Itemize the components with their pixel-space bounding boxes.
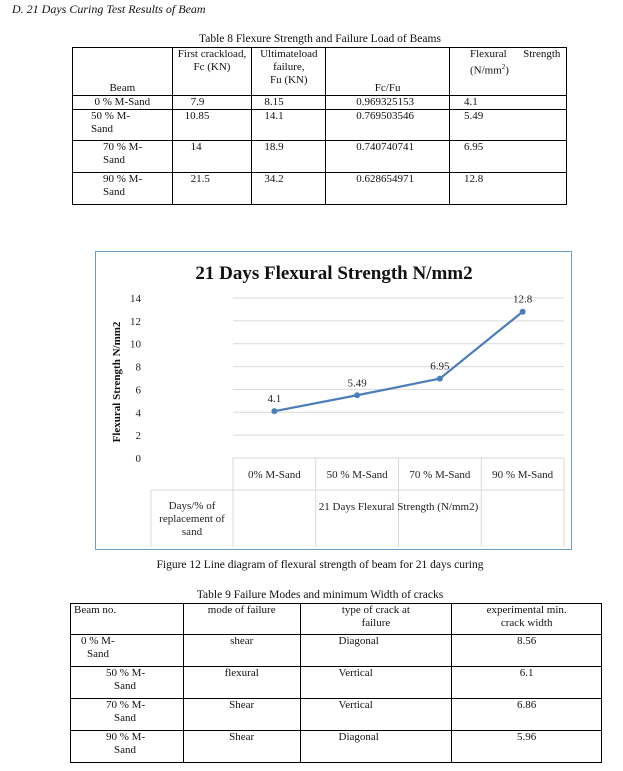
table8 — [72, 47, 567, 205]
table8-fu-cell: 8.15 — [252, 96, 326, 110]
data-label: 5.49 — [347, 377, 367, 390]
table8-fc-cell: 21.5 — [172, 173, 252, 205]
table-row — [73, 110, 567, 141]
chart-frame — [95, 251, 572, 550]
data-label: 4.1 — [267, 393, 282, 406]
table8-fc-cell: 7.9 — [172, 96, 252, 110]
data-table-row-header: sand — [181, 526, 203, 538]
data-table-series-label: 21 Days Flexural Strength (N/mm2) — [318, 501, 479, 513]
x-category-label: 70 % M-Sand — [409, 469, 471, 481]
table8-flex-cell: 12.8 — [449, 173, 566, 205]
table8-ratio-cell: 0.740740741 — [326, 141, 450, 173]
table9-beam-cell: 0 % M- Sand — [71, 635, 184, 667]
table-row — [71, 699, 602, 731]
data-point — [354, 392, 360, 398]
table9-header-row — [71, 604, 602, 635]
table8-beam-cell: 90 % M- Sand — [73, 173, 173, 205]
y-tick-label: 10 — [130, 338, 141, 351]
y-tick-label: 0 — [135, 453, 141, 465]
table9-beam-cell: 70 % M- Sand — [71, 699, 184, 731]
table9-caption: Table 9 Failure Modes and minimum Width of cracks — [196, 589, 444, 601]
table8-flex-cell: 4.1 — [449, 96, 566, 110]
data-label: 12.8 — [513, 293, 533, 306]
line-chart — [96, 252, 571, 549]
figure12-caption: Figure 12 Line diagram of flexural strength of beam for 21 days curing — [156, 559, 484, 571]
data-label: 6.95 — [430, 360, 450, 373]
table9-crack-cell: Diagonal — [300, 731, 452, 763]
table8-fu-cell: 34.2 — [252, 173, 326, 205]
table8-caption: Table 8 Flexure Strength and Failure Load of Beams — [199, 33, 441, 45]
table-row — [73, 96, 567, 110]
data-point — [520, 309, 526, 315]
table8-header-row — [73, 48, 567, 96]
table9-header-width: experimental min. crack width — [452, 604, 602, 635]
y-tick-label: 14 — [130, 293, 141, 305]
table9-width-cell: 6.86 — [452, 699, 602, 731]
table8-ratio-cell: 0.769503546 — [326, 110, 450, 141]
table9-crack-cell: Vertical — [300, 667, 452, 699]
table8-fu-cell: 18.9 — [252, 141, 326, 173]
series-line — [274, 312, 522, 411]
table9-width-cell: 6.1 — [452, 667, 602, 699]
table9-mode-cell: Shear — [183, 699, 300, 731]
chart-title: 21 Days Flexural Strength N/mm2 — [195, 263, 473, 284]
table9-mode-cell: flexural — [183, 667, 300, 699]
x-category-label: 50 % M-Sand — [326, 469, 388, 481]
table-row — [73, 141, 567, 173]
table-row — [73, 173, 567, 205]
table8-fc-cell: 10.85 — [172, 110, 252, 141]
table-row — [71, 635, 602, 667]
table8-beam-cell: 70 % M- Sand — [73, 141, 173, 173]
y-axis-label: Flexural Strength N/mm2 — [111, 321, 123, 443]
table-row — [71, 731, 602, 763]
table8-header-beam: Beam — [73, 48, 173, 96]
table8-flex-cell: 6.95 — [449, 141, 566, 173]
table9-header-beam: Beam no. — [71, 604, 184, 635]
table8-header-ratio: Fc/Fu — [326, 48, 450, 96]
table9-beam-cell: 90 % M- Sand — [71, 731, 184, 763]
table8-header-ultimate: Ultimateload failure, Fu (KN) — [252, 48, 326, 96]
y-tick-label: 8 — [135, 361, 141, 374]
table9-mode-cell: Shear — [183, 731, 300, 763]
table9 — [70, 603, 602, 763]
y-tick-label: 6 — [135, 384, 141, 397]
data-table-row-header: replacement of — [159, 513, 225, 525]
data-table-row-header: Days/% of — [168, 500, 216, 512]
table8-ratio-cell: 0.969325153 — [326, 96, 450, 110]
table9-width-cell: 8.56 — [452, 635, 602, 667]
x-category-label: 90 % M-Sand — [492, 469, 554, 481]
table9-header-mode: mode of failure — [183, 604, 300, 635]
y-tick-label: 12 — [130, 315, 141, 328]
y-tick-label: 2 — [135, 430, 141, 443]
table8-header-first-crack: First crackload, Fc (KN) — [172, 48, 252, 96]
table9-crack-cell: Vertical — [300, 699, 452, 731]
x-category-label: 0% M-Sand — [247, 469, 301, 481]
y-tick-label: 4 — [135, 407, 141, 420]
data-point — [437, 376, 443, 382]
table8-flex-cell: 5.49 — [449, 110, 566, 141]
table-row — [71, 667, 602, 699]
table9-mode-cell: shear — [183, 635, 300, 667]
table8-fc-cell: 14 — [172, 141, 252, 173]
table8-beam-cell: 0 % M-Sand — [73, 96, 173, 110]
table9-beam-cell: 50 % M- Sand — [71, 667, 184, 699]
table9-width-cell: 5.96 — [452, 731, 602, 763]
table8-header-flexural: Flexural Strength $(N/mm^2)$ — [449, 48, 566, 96]
table8-ratio-cell: 0.628654971 — [326, 173, 450, 205]
section-heading: D. 21 Days Curing Test Results of Beam — [12, 2, 206, 16]
table9-crack-cell: Diagonal — [300, 635, 452, 667]
table9-header-crack: type of crack at failure — [300, 604, 452, 635]
table8-beam-cell: 50 % M- Sand — [73, 110, 173, 141]
table8-fu-cell: 14.1 — [252, 110, 326, 141]
data-point — [271, 408, 277, 414]
